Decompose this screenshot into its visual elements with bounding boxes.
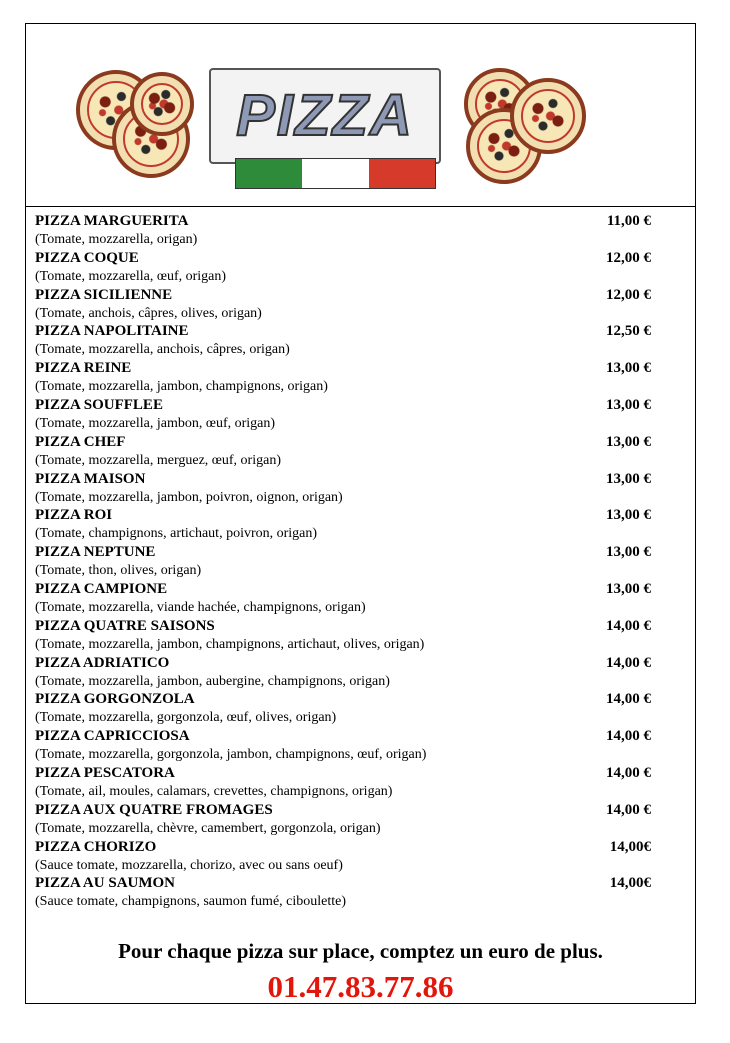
pizza-ingredients: (Sauce tomate, champignons, saumon fumé, ciboulette) (35, 894, 347, 910)
menu-item (35, 688, 655, 725)
pizza-name: PIZZA AU SAUMON (35, 875, 176, 892)
pizza-name: PIZZA MAISON (35, 470, 146, 487)
menu-item (35, 725, 655, 762)
pizza-ingredients: (Tomate, mozzarella, jambon, aubergine, champignons, origan) (35, 673, 390, 689)
pizza-ingredients: (Tomate, mozzarella, jambon, champignons, artichaut, olives, origan) (35, 636, 425, 652)
pizza-price: 13,00 € (606, 580, 651, 597)
pizza-price: 14,00 € (606, 801, 651, 818)
pizza-price: 14,00 € (606, 654, 651, 671)
dine-in-note: Pour chaque pizza sur place, comptez un euro de plus. (118, 939, 603, 963)
pizza-price: 13,00 € (606, 360, 651, 377)
menu-item (35, 578, 655, 615)
pizza-ingredients: (Tomate, mozzarella, anchois, câpres, origan) (35, 342, 290, 358)
pizza-ingredients: (Tomate, mozzarella, jambon, champignons, origan) (35, 379, 328, 395)
pizza-price: 14,00€ (609, 838, 651, 855)
pizza-price: 12,00 € (606, 249, 651, 266)
menu-item (35, 504, 655, 541)
menu-item (35, 247, 655, 284)
menu-header (26, 24, 695, 207)
menu-item (35, 431, 655, 468)
italian-flag (235, 158, 436, 189)
menu-item (35, 468, 655, 505)
menu-item (35, 652, 655, 689)
phone-number: 01.47.83.77.86 (267, 969, 454, 1004)
pizza-price: 14,00€ (609, 875, 651, 892)
pizza-name: PIZZA REINE (35, 360, 132, 377)
flag-white-stripe (302, 159, 368, 188)
menu-item (35, 210, 655, 247)
pizza-ingredients: (Tomate, mozzarella, origan) (35, 232, 198, 247)
pizza-name: PIZZA SOUFFLEE (35, 396, 163, 413)
pizza-name: PIZZA CAPRICCIOSA (35, 728, 190, 745)
pizza-price: 12,00 € (606, 286, 651, 303)
pizza-name: PIZZA NAPOLITAINE (35, 323, 189, 340)
banner-word: PIZZA (236, 83, 414, 148)
pizza-name: PIZZA GORGONZOLA (35, 691, 195, 708)
menu-item (35, 615, 655, 652)
pizza-name: PIZZA ADRIATICO (35, 654, 170, 671)
menu-item (35, 799, 655, 836)
pizza-ingredients: (Tomate, mozzarella, merguez, œuf, origan) (35, 452, 281, 468)
pizza-ingredients: (Tomate, mozzarella, jambon, poivron, oignon, origan) (35, 489, 343, 505)
menu-item (35, 762, 655, 799)
pizza-name: PIZZA CHORIZO (35, 838, 157, 855)
pizza-name: PIZZA CHEF (35, 433, 126, 450)
menu-item (35, 394, 655, 431)
flag-green-stripe (236, 159, 302, 188)
pizza-list (35, 210, 655, 909)
pizza-price: 14,00 € (606, 691, 651, 708)
pizza-price: 13,00 € (606, 507, 651, 524)
pizza-price: 14,00 € (606, 728, 651, 745)
menu-item (35, 284, 655, 321)
menu-frame (25, 23, 696, 1004)
pizza-ingredients: (Tomate, mozzarella, jambon, œuf, origan) (35, 415, 276, 431)
pizza-name: PIZZA MARGUERITA (35, 213, 189, 229)
pizza-price: 13,00 € (606, 544, 651, 561)
pizza-ingredients: (Tomate, thon, olives, origan) (35, 563, 202, 579)
pizza-price: 12,50 € (606, 323, 651, 340)
pizza-price: 14,00 € (606, 617, 651, 634)
pizza-price: 13,00 € (606, 433, 651, 450)
pizza-ingredients: (Tomate, champignons, artichaut, poivron, origan) (35, 526, 318, 542)
pizza-banner-logo (209, 68, 441, 164)
pizza-name: PIZZA COQUE (35, 249, 139, 266)
menu-item (35, 872, 655, 909)
pizza-price: 11,00 € (606, 213, 651, 229)
pizza-name: PIZZA NEPTUNE (35, 544, 156, 561)
pizza-ingredients: (Tomate, mozzarella, gorgonzola, jambon, champignons, œuf, origan) (35, 747, 427, 763)
menu-item (35, 836, 655, 873)
pizza-name: PIZZA CAMPIONE (35, 580, 168, 597)
pizza-price: 13,00 € (606, 470, 651, 487)
pizza-ingredients: (Tomate, mozzarella, viande hachée, champignons, origan) (35, 599, 366, 615)
pizza-name: PIZZA QUATRE SAISONS (35, 617, 215, 634)
menu-item (35, 357, 655, 394)
pizza-icon (510, 78, 586, 154)
pizza-name: PIZZA PESCATORA (35, 764, 175, 781)
menu-item (35, 541, 655, 578)
flag-red-stripe (369, 159, 435, 188)
menu-item (35, 320, 655, 357)
pizza-ingredients: (Tomate, ail, moules, calamars, crevettes, champignons, origan) (35, 783, 393, 799)
pizza-ingredients: (Tomate, anchois, câpres, olives, origan) (35, 305, 262, 321)
pizza-name: PIZZA ROI (35, 507, 113, 524)
pizza-ingredients: (Tomate, mozzarella, gorgonzola, œuf, olives, origan) (35, 710, 337, 726)
pizza-ingredients: (Sauce tomate, mozzarella, chorizo, avec ou sans oeuf) (35, 857, 343, 873)
pizza-ingredients: (Tomate, mozzarella, chèvre, camembert, gorgonzola, origan) (35, 820, 381, 836)
pizza-price: 14,00 € (606, 764, 651, 781)
pizza-name: PIZZA AUX QUATRE FROMAGES (35, 801, 273, 818)
pizza-name: PIZZA SICILIENNE (35, 286, 173, 303)
pizza-icon (130, 72, 194, 136)
pizza-ingredients: (Tomate, mozzarella, œuf, origan) (35, 268, 227, 284)
pizza-price: 13,00 € (606, 396, 651, 413)
